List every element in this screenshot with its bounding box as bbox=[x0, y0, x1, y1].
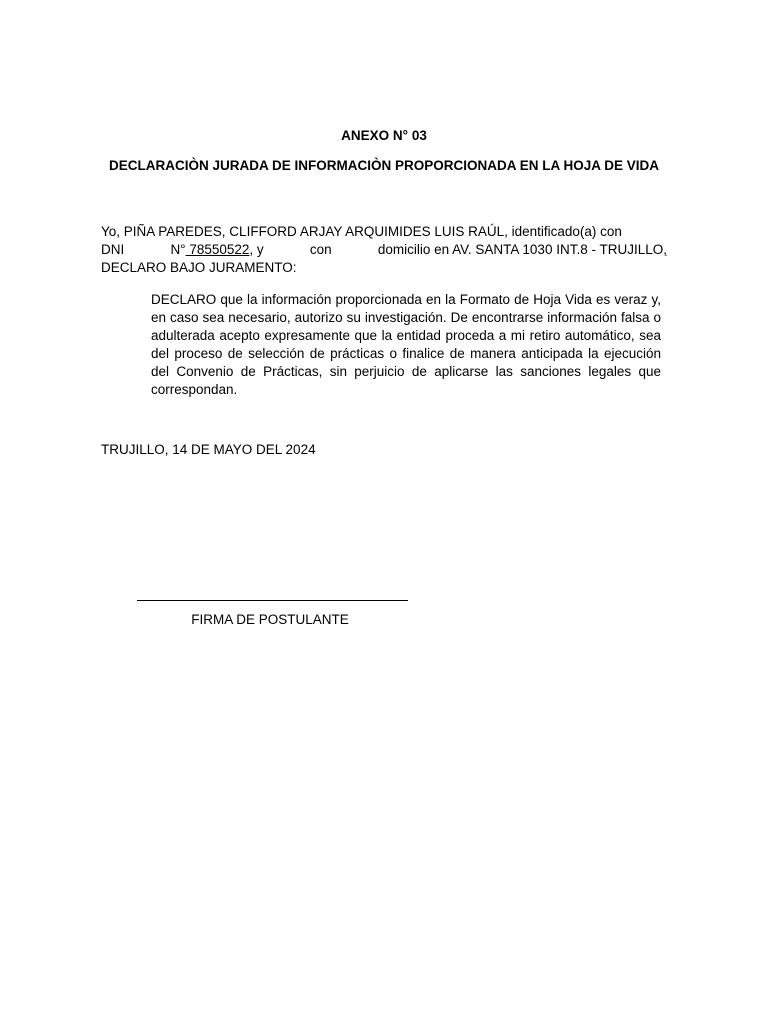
intro-paragraph bbox=[101, 223, 667, 277]
address-group bbox=[378, 241, 667, 259]
after-dni-text: , y bbox=[249, 242, 264, 257]
intro-line-3: DECLARO BAJO JURAMENTO: bbox=[101, 260, 297, 275]
dni-label: DNI bbox=[101, 242, 125, 257]
intro-line-2 bbox=[101, 241, 667, 259]
address-text: domicilio en AV. SANTA 1030 INT.8 - TRUJILLO bbox=[377, 242, 664, 257]
signature-label: FIRMA DE POSTULANTE bbox=[191, 612, 349, 627]
place-date: TRUJILLO, 14 DE MAYO DEL 2024 bbox=[101, 442, 316, 457]
declaration-body: DECLARO que la información proporcionada en la Formato de Hoja Vida es veraz y, en caso sea necesario, autorizo su investigación. De encontrarse información falsa o adulterada acepto expresamente que la entidad proceda a mi retiro automático, sea del proceso de selección de prácticas o finalice de manera anticipada la ejecución del Convenio de Prácticas, sin perjuicio de aplicarse las sanciones legales que correspondan. bbox=[151, 292, 661, 397]
signature-line bbox=[137, 600, 408, 601]
declaration-title: DECLARACIÒN JURADA DE INFORMACIÒN PROPORCIONADA EN LA HOJA DE VIDA bbox=[108, 158, 660, 173]
annex-title: ANEXO N° 03 bbox=[341, 128, 427, 143]
dni-number-group bbox=[170, 241, 263, 259]
dni-number: 78550522 bbox=[185, 242, 250, 257]
intro-line-1: Yo, PIÑA PAREDES, CLIFFORD ARJAY ARQUIMIDES LUIS RAÚL, identificado(a) con bbox=[101, 224, 622, 239]
con-text: con bbox=[309, 242, 332, 257]
address-end: , bbox=[663, 242, 667, 257]
number-label: N° bbox=[170, 242, 186, 257]
